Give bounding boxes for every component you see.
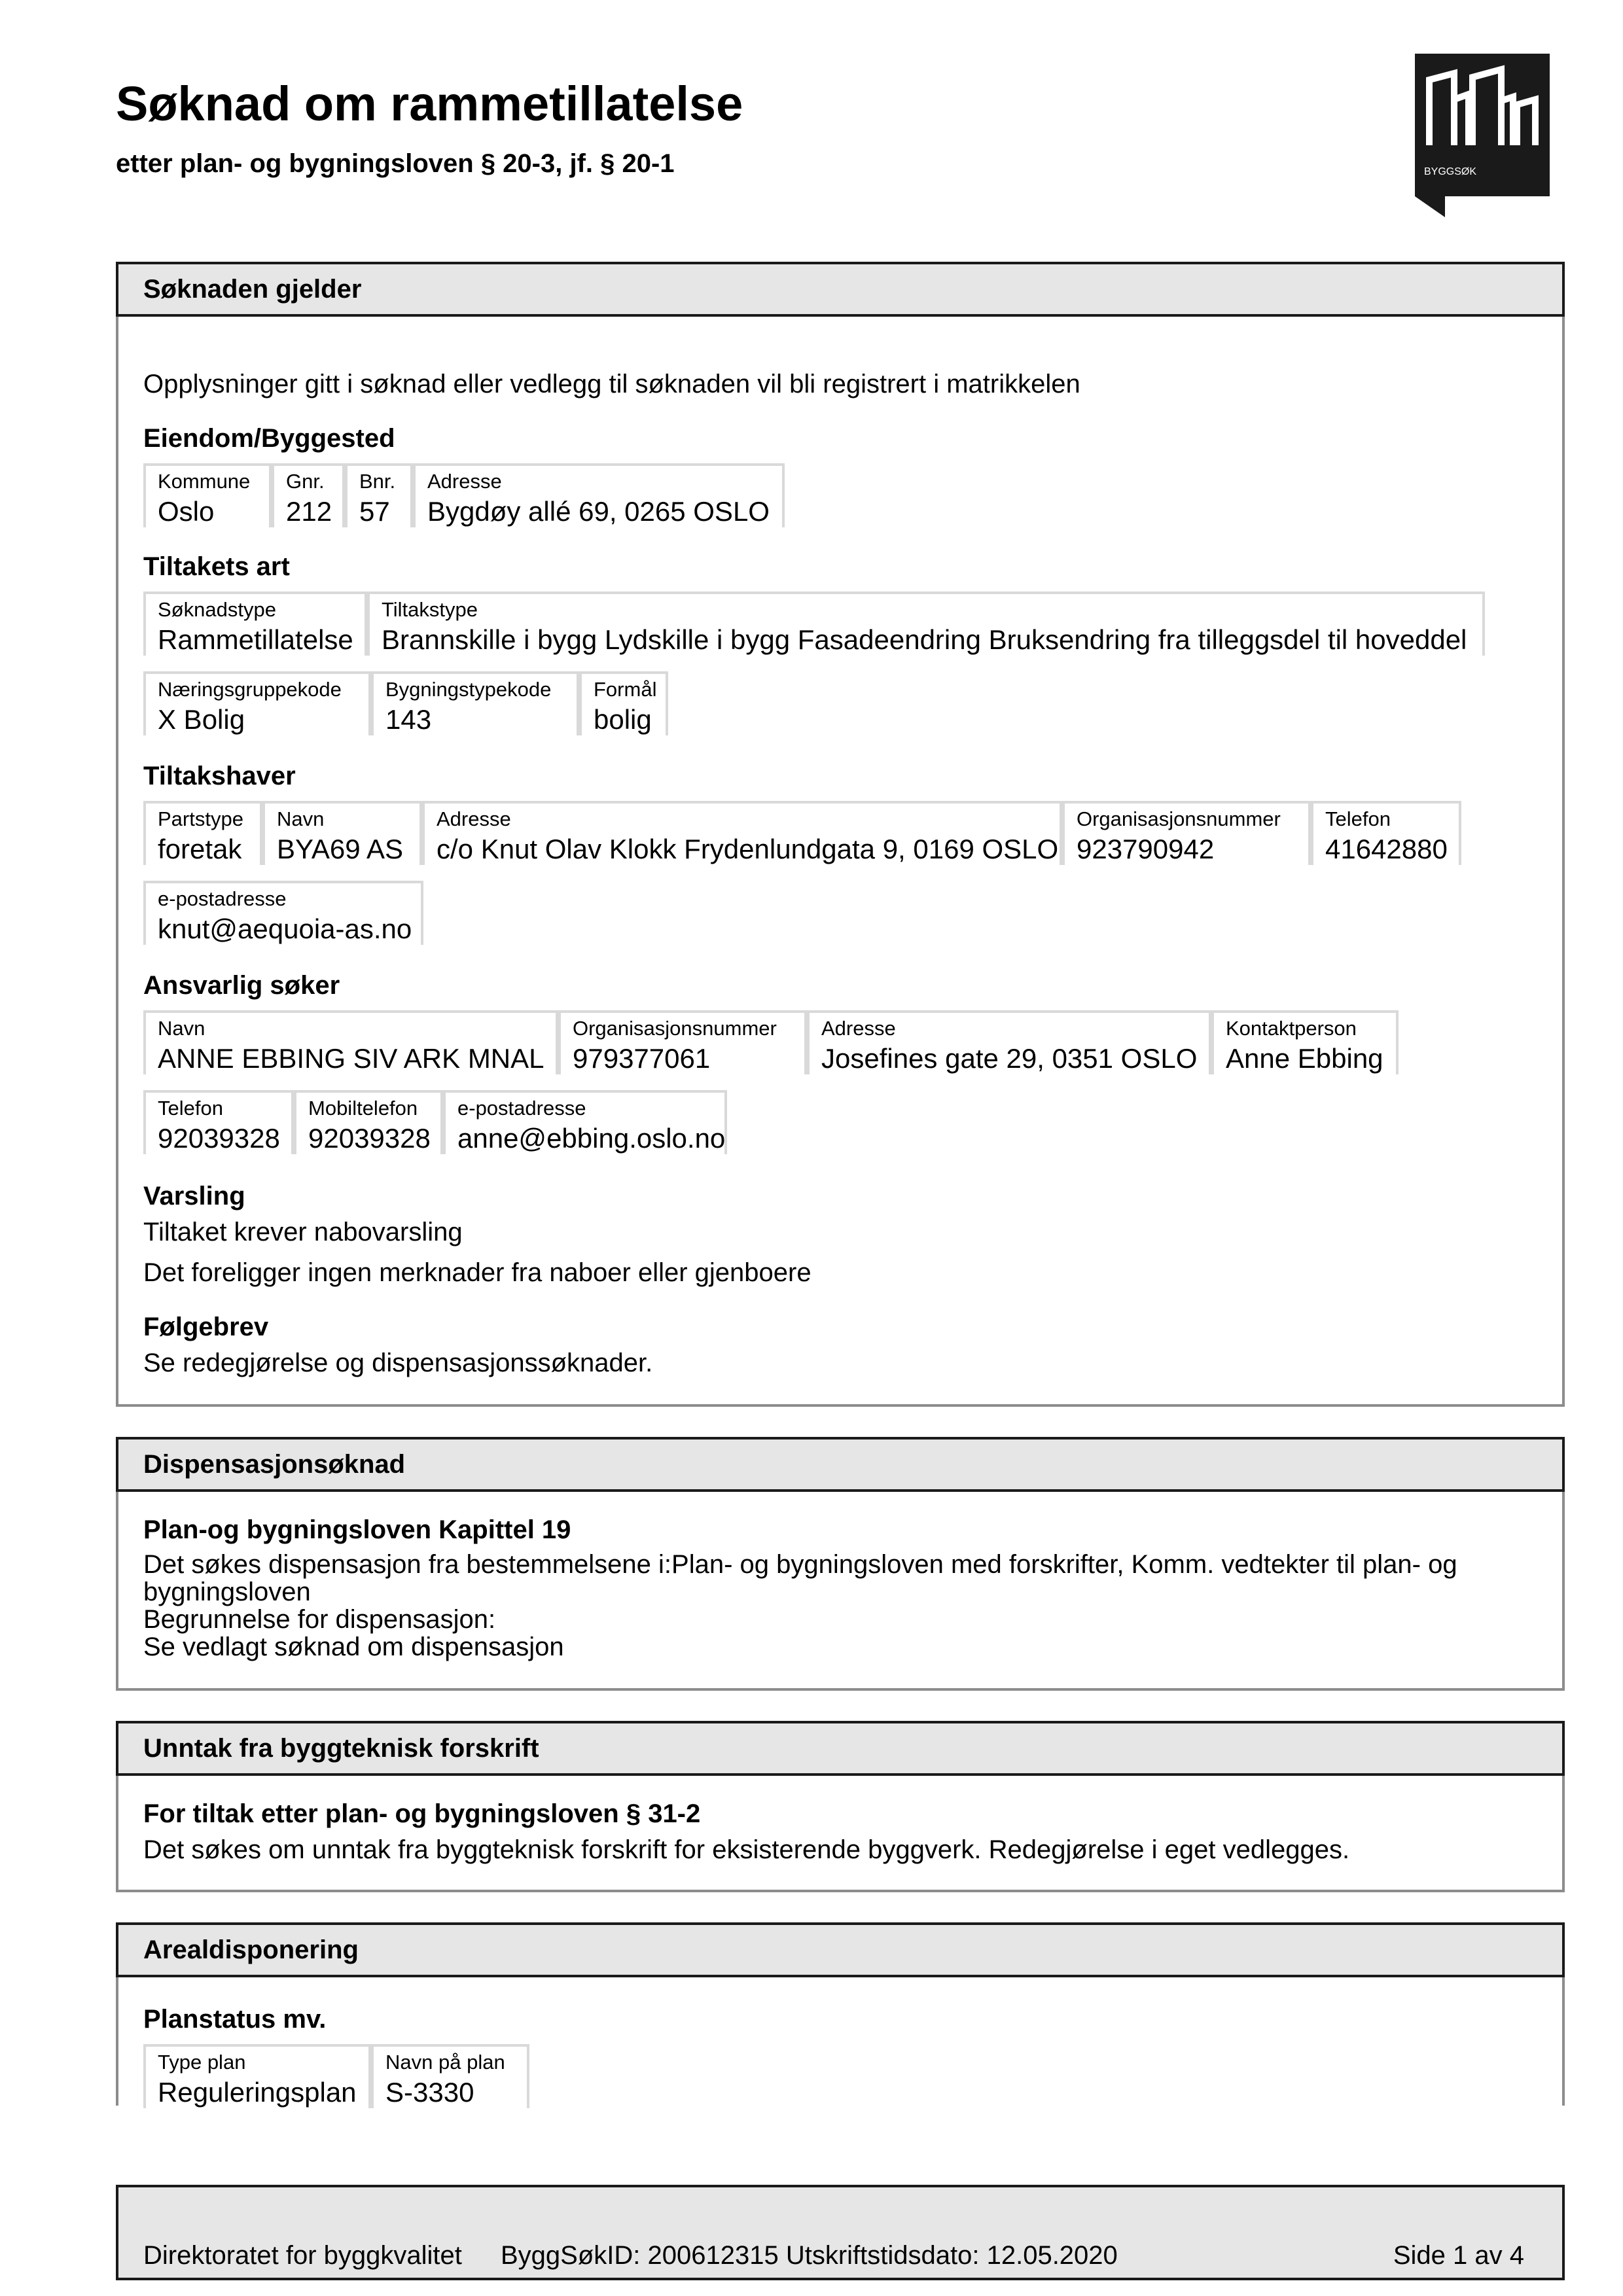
footer-page-number: Side 1 av 4	[1393, 2241, 1524, 2270]
field-label: Gnr.	[286, 470, 325, 493]
field-value: Rammetillatelse	[158, 624, 353, 655]
field-partstype	[143, 801, 262, 865]
field-value: Bygdøy allé 69, 0265 OSLO	[427, 496, 770, 527]
unntak-text: Det søkes om unntak fra byggteknisk forskrift for eksisterende byggverk. Redegjørelse i eget vedlegges.	[143, 1835, 1350, 1864]
field-label: Kontaktperson	[1226, 1017, 1357, 1040]
field-value: Brannskille i bygg Lydskille i bygg Fasadeendring Bruksendring fra tilleggsdel til hoveddel	[382, 624, 1467, 655]
field-kommune	[143, 463, 272, 527]
field-value: bolig	[594, 704, 652, 735]
field-value: 92039328	[158, 1123, 280, 1154]
field-gnr	[272, 463, 345, 527]
field-tiltakstype	[367, 592, 1485, 656]
field-bnr	[345, 463, 413, 527]
dispensasjon-subheading: Plan-og bygningsloven Kapittel 19	[143, 1515, 571, 1544]
field-bygningstypekode	[371, 671, 579, 735]
field-label: Organisasjonsnummer	[1077, 807, 1281, 830]
field-value: 57	[359, 496, 390, 527]
field-naeringsgruppekode	[143, 671, 371, 735]
field-label: Adresse	[427, 470, 502, 493]
field-label: e-postadresse	[457, 1097, 586, 1120]
section-soknaden-gjelder	[116, 262, 1565, 1407]
eiendom-heading: Eiendom/Byggested	[143, 424, 395, 453]
section-header	[116, 1437, 1565, 1492]
section-title: Søknaden gjelder	[143, 275, 362, 304]
section-title: Dispensasjonsøknad	[143, 1450, 406, 1479]
ansvarlig-soker-heading: Ansvarlig søker	[143, 971, 340, 1000]
intro-text: Opplysninger gitt i søknad eller vedlegg til søknaden vil bli registrert i matrikkelen	[143, 370, 1080, 398]
field-value: 923790942	[1077, 834, 1215, 864]
field-label: Navn	[277, 807, 325, 830]
field-label: Adresse	[437, 807, 511, 830]
dispensasjon-line-1: Det søkes dispensasjon fra bestemmelsene i:Plan- og bygningsloven med forskrifter, Komm. vedtekter til plan- og	[143, 1550, 1457, 1579]
section-unntak	[116, 1721, 1565, 1892]
planstatus-heading: Planstatus mv.	[143, 2005, 327, 2034]
field-epostadresse	[143, 881, 423, 945]
field-value: X Bolig	[158, 704, 245, 735]
field-value: c/o Knut Olav Klokk Frydenlundgata 9, 0169 OSLO	[437, 834, 1059, 864]
section-header	[116, 1922, 1565, 1977]
folgebrev-heading: Følgebrev	[143, 1313, 269, 1341]
byggsok-logo-icon	[1415, 54, 1550, 217]
field-telefon	[143, 1090, 294, 1154]
field-navn-pa-plan	[371, 2044, 529, 2108]
page-title: Søknad om rammetillatelse	[116, 77, 743, 131]
folgebrev-text: Se redegjørelse og dispensasjonssøknader.	[143, 1349, 653, 1377]
field-label: Mobiltelefon	[308, 1097, 418, 1120]
field-value: 212	[286, 496, 332, 527]
field-telefon	[1311, 801, 1461, 865]
field-label: Bnr.	[359, 470, 396, 493]
field-soknadstype	[143, 592, 367, 656]
field-navn	[143, 1010, 558, 1074]
varsling-text-2: Det foreligger ingen merknader fra naboer eller gjenboere	[143, 1258, 812, 1287]
dispensasjon-line-3: Begrunnelse for dispensasjon:	[143, 1605, 496, 1634]
footer-id-date: ByggSøkID: 200612315 Utskriftstidsdato: 12.05.2020	[501, 2241, 1118, 2270]
logo-text: BYGGSØK	[1424, 166, 1477, 177]
field-organisasjonsnummer	[1062, 801, 1311, 865]
field-value: S-3330	[385, 2077, 474, 2108]
unntak-subheading: For tiltak etter plan- og bygningsloven § 31-2	[143, 1799, 701, 1828]
dispensasjon-line-4: Se vedlagt søknad om dispensasjon	[143, 1633, 564, 1661]
field-value: Reguleringsplan	[158, 2077, 357, 2108]
byggsok-logo	[1415, 54, 1550, 217]
field-label: Næringsgruppekode	[158, 678, 342, 701]
footer-org: Direktoratet for byggkvalitet	[143, 2241, 462, 2270]
field-value: Oslo	[158, 496, 215, 527]
field-value: 143	[385, 704, 432, 735]
tiltakshaver-heading: Tiltakshaver	[143, 762, 296, 790]
section-title: Arealdisponering	[143, 1935, 359, 1964]
field-adresse	[413, 463, 785, 527]
field-adresse	[807, 1010, 1211, 1074]
field-label: Telefon	[158, 1097, 223, 1120]
section-title: Unntak fra byggteknisk forskrift	[143, 1734, 539, 1763]
field-label: Tiltakstype	[382, 598, 478, 621]
field-navn	[262, 801, 422, 865]
section-dispensasjon	[116, 1437, 1565, 1691]
section-header	[116, 262, 1565, 317]
field-value: ANNE EBBING SIV ARK MNAL	[158, 1043, 544, 1074]
field-label: Navn på plan	[385, 2051, 505, 2074]
varsling-heading: Varsling	[143, 1182, 245, 1210]
page-subtitle: etter plan- og bygningsloven § 20-3, jf. § 20-1	[116, 149, 675, 178]
field-organisasjonsnummer	[558, 1010, 807, 1074]
varsling-text-1: Tiltaket krever nabovarsling	[143, 1218, 463, 1246]
field-adresse	[422, 801, 1062, 865]
field-type-plan	[143, 2044, 371, 2108]
field-label: Bygningstypekode	[385, 678, 552, 701]
field-label: Navn	[158, 1017, 205, 1040]
field-value: anne@ebbing.oslo.no	[457, 1123, 726, 1154]
field-value: 41642880	[1325, 834, 1448, 864]
field-label: e-postadresse	[158, 887, 287, 910]
field-label: Formål	[594, 678, 657, 701]
field-kontaktperson	[1211, 1010, 1399, 1074]
field-formal	[579, 671, 668, 735]
section-header	[116, 1721, 1565, 1776]
field-label: Søknadstype	[158, 598, 276, 621]
field-label: Type plan	[158, 2051, 246, 2074]
field-value: BYA69 AS	[277, 834, 404, 864]
tiltakets-art-heading: Tiltakets art	[143, 552, 290, 581]
field-value: knut@aequoia-as.no	[158, 913, 412, 944]
field-mobiltelefon	[294, 1090, 443, 1154]
section-arealdisponering	[116, 1922, 1565, 2106]
field-epostadresse	[443, 1090, 727, 1154]
field-value: 979377061	[573, 1043, 711, 1074]
field-value: 92039328	[308, 1123, 431, 1154]
field-label: Kommune	[158, 470, 251, 493]
page-footer	[116, 2185, 1565, 2280]
field-label: Partstype	[158, 807, 243, 830]
field-label: Organisasjonsnummer	[573, 1017, 777, 1040]
field-value: Josefines gate 29, 0351 OSLO	[821, 1043, 1198, 1074]
field-value: Anne Ebbing	[1226, 1043, 1383, 1074]
field-label: Adresse	[821, 1017, 896, 1040]
field-label: Telefon	[1325, 807, 1391, 830]
field-value: foretak	[158, 834, 242, 864]
dispensasjon-line-2: bygningsloven	[143, 1578, 311, 1606]
